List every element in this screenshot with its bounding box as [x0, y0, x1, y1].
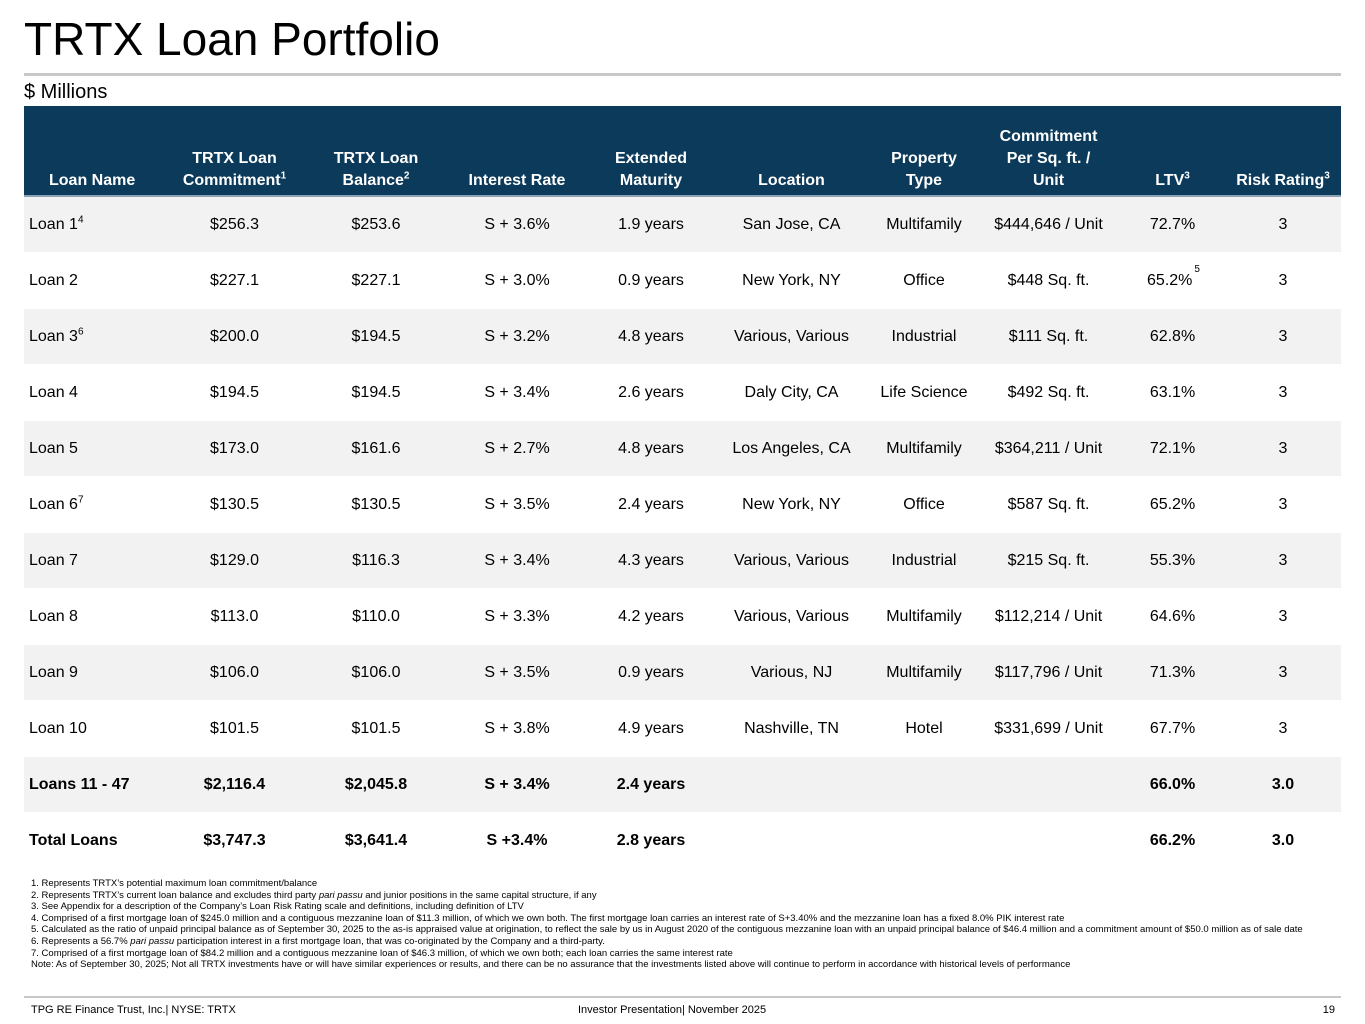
cell-maturity: 4.8 years	[590, 309, 712, 365]
cell-location: Los Angeles, CA	[712, 421, 871, 477]
title-divider	[24, 73, 1341, 76]
loan-portfolio-table	[24, 106, 1341, 869]
cell-risk-rating: 3	[1225, 589, 1341, 645]
cell-property-type: Multifamily	[871, 421, 977, 477]
footnotes	[31, 878, 1331, 971]
cell-location: Various, Various	[712, 309, 871, 365]
table-header-row	[24, 106, 1341, 196]
cell-interest-rate: S + 3.5%	[444, 477, 590, 533]
cell-ltv: 64.6%	[1120, 589, 1225, 645]
cell-risk-rating: 3	[1225, 196, 1341, 253]
cell-loan-name: Loan 8	[24, 589, 161, 645]
cell-commitment: $200.0	[161, 309, 308, 365]
cell-location: New York, NY	[712, 477, 871, 533]
units-label: $ Millions	[24, 81, 108, 103]
cell-per-sqft-unit	[977, 813, 1120, 869]
header-risk-rating: Risk Rating$^3$	[1225, 106, 1341, 196]
cell-risk-rating: 3	[1225, 253, 1341, 309]
cell-risk-rating: 3.0	[1225, 813, 1341, 869]
cell-per-sqft-unit: $448 Sq. ft.	[977, 253, 1120, 309]
cell-balance: $110.0	[308, 589, 444, 645]
cell-maturity: 2.4 years	[590, 477, 712, 533]
cell-property-type: Multifamily	[871, 589, 977, 645]
cell-ltv: 72.1%	[1120, 421, 1225, 477]
cell-loan-name: Loan $6^7$	[24, 477, 161, 533]
cell-per-sqft-unit: $364,211 / Unit	[977, 421, 1120, 477]
table-row	[24, 421, 1341, 477]
cell-ltv: 71.3%	[1120, 645, 1225, 701]
cell-ltv: 63.1%	[1120, 365, 1225, 421]
cell-balance: $253.6	[308, 196, 444, 253]
header-property-type: Property Type	[871, 106, 977, 196]
cell-maturity: 2.6 years	[590, 365, 712, 421]
cell-location: Various, NJ	[712, 645, 871, 701]
table-row	[24, 645, 1341, 701]
cell-risk-rating: 3	[1225, 365, 1341, 421]
cell-maturity: 0.9 years	[590, 645, 712, 701]
table-row	[24, 196, 1341, 253]
footnote-4: 4. Comprised of a first mortgage loan of $245.0 million and a contiguous mezzanine loan of $11.3 million, of which we own both. The first mortgage loan carries an interest rate of S+3.40% and the mezzanine loan has a fixed 8.0% PIK interest rate	[31, 912, 1065, 924]
header-ltv: LTV$^3$	[1120, 106, 1225, 196]
cell-balance: $3,641.4	[308, 813, 444, 869]
cell-location: San Jose, CA	[712, 196, 871, 253]
cell-risk-rating: 3	[1225, 421, 1341, 477]
cell-interest-rate: S +3.4%	[444, 813, 590, 869]
cell-balance: $161.6	[308, 421, 444, 477]
cell-interest-rate: S + 2.7%	[444, 421, 590, 477]
cell-commitment: $3,747.3	[161, 813, 308, 869]
cell-loan-name: Loan 10	[24, 701, 161, 757]
table-row	[24, 701, 1341, 757]
cell-maturity: 4.9 years	[590, 701, 712, 757]
header-location: Location	[712, 106, 871, 196]
cell-loan-name: Loan 2	[24, 253, 161, 309]
cell-interest-rate: S + 3.4%	[444, 757, 590, 813]
cell-risk-rating: 3	[1225, 309, 1341, 365]
cell-property-type: Industrial	[871, 533, 977, 589]
cell-commitment: $2,116.4	[161, 757, 308, 813]
cell-balance: $227.1	[308, 253, 444, 309]
footer-presentation: Investor Presentation| November 2025	[578, 1004, 767, 1016]
cell-per-sqft-unit: $331,699 / Unit	[977, 701, 1120, 757]
cell-interest-rate: S + 3.6%	[444, 196, 590, 253]
header-per-sqft-unit: Commitment Per Sq. ft. / Unit	[977, 106, 1120, 196]
cell-commitment: $256.3	[161, 196, 308, 253]
cell-property-type: Office	[871, 253, 977, 309]
cell-balance: $194.5	[308, 309, 444, 365]
table-row	[24, 477, 1341, 533]
footnote-6: 6. Represents a 56.7% pari passu participation interest in a first mortgage loan, that was co-originated by the Company and a third-party.	[31, 935, 605, 947]
page-number: 19	[1322, 1004, 1335, 1016]
cell-per-sqft-unit: $587 Sq. ft.	[977, 477, 1120, 533]
table-body	[24, 196, 1341, 869]
cell-ltv: 67.7%	[1120, 701, 1225, 757]
table-row	[24, 757, 1341, 813]
cell-interest-rate: S + 3.8%	[444, 701, 590, 757]
footnote-1: 1. Represents TRTX’s potential maximum loan commitment/balance	[31, 878, 318, 889]
table-row	[24, 589, 1341, 645]
cell-commitment: $113.0	[161, 589, 308, 645]
cell-property-type: Multifamily	[871, 196, 977, 253]
cell-location: Various, Various	[712, 589, 871, 645]
cell-ltv: 66.2%	[1120, 813, 1225, 869]
cell-risk-rating: 3	[1225, 477, 1341, 533]
footnote-7: 7. Comprised of a first mortgage loan of $84.2 million and a contiguous mezzanine loan of $46.3 million, of which we own both; each loan carries the same interest rate	[31, 947, 733, 959]
footnote-note: Note: As of September 30, 2025; Not all TRTX investments have or will have similar experiences or results, and there can be no assurance that the investments listed above will continue to perform in accordance with historical levels of performance	[31, 959, 1071, 971]
cell-commitment: $101.5	[161, 701, 308, 757]
cell-risk-rating: 3.0	[1225, 757, 1341, 813]
cell-property-type: Multifamily	[871, 645, 977, 701]
cell-commitment: $106.0	[161, 645, 308, 701]
cell-risk-rating: 3	[1225, 701, 1341, 757]
cell-ltv: 65.2%	[1120, 477, 1225, 533]
cell-interest-rate: S + 3.0%	[444, 253, 590, 309]
footnote-3: 3. See Appendix for a description of the Company’s Loan Risk Rating scale and definitions, including definition of LTV	[31, 901, 524, 913]
footer-company: TPG RE Finance Trust, Inc.| NYSE: TRTX	[31, 1004, 236, 1016]
cell-maturity: 2.8 years	[590, 813, 712, 869]
cell-balance: $194.5	[308, 365, 444, 421]
cell-per-sqft-unit: $492 Sq. ft.	[977, 365, 1120, 421]
cell-balance: $130.5	[308, 477, 444, 533]
cell-risk-rating: 3	[1225, 533, 1341, 589]
cell-commitment: $129.0	[161, 533, 308, 589]
cell-maturity: 0.9 years	[590, 253, 712, 309]
cell-loan-name: Total Loans	[24, 813, 161, 869]
header-commitment: TRTX Loan Commitment$^1$	[161, 106, 308, 196]
page-title: TRTX Loan Portfolio	[24, 13, 440, 65]
cell-ltv: 72.7%	[1120, 196, 1225, 253]
cell-loan-name: Loan 5	[24, 421, 161, 477]
cell-interest-rate: S + 3.2%	[444, 309, 590, 365]
footnote-5: 5. Calculated as the ratio of unpaid principal balance as of September 30, 2025 to the as-is appraised value at origination, to reflect the sale by us in August 2020 of the contiguous mezzanine loan with an unpaid principal balance of $46.4 million and a commitment amount of $50.0 million as of sale date	[31, 924, 1303, 936]
cell-maturity: 4.2 years	[590, 589, 712, 645]
cell-property-type	[871, 813, 977, 869]
cell-interest-rate: S + 3.3%	[444, 589, 590, 645]
cell-location: Daly City, CA	[712, 365, 871, 421]
cell-commitment: $173.0	[161, 421, 308, 477]
cell-loan-name: Loan $3^6$	[24, 309, 161, 365]
cell-interest-rate: S + 3.4%	[444, 365, 590, 421]
cell-ltv: 65.2%$^5$	[1120, 253, 1225, 309]
cell-maturity: 4.8 years	[590, 421, 712, 477]
cell-per-sqft-unit: $111 Sq. ft.	[977, 309, 1120, 365]
cell-per-sqft-unit: $444,646 / Unit	[977, 196, 1120, 253]
table-row	[24, 533, 1341, 589]
cell-per-sqft-unit	[977, 757, 1120, 813]
cell-loan-name: Loan 9	[24, 645, 161, 701]
cell-location: New York, NY	[712, 253, 871, 309]
cell-location: Various, Various	[712, 533, 871, 589]
cell-maturity: 2.4 years	[590, 757, 712, 813]
header-maturity: Extended Maturity	[590, 106, 712, 196]
cell-location: Nashville, TN	[712, 701, 871, 757]
header-loan-name: Loan Name	[24, 106, 161, 196]
footer-divider	[24, 996, 1341, 998]
cell-commitment: $227.1	[161, 253, 308, 309]
cell-interest-rate: S + 3.4%	[444, 533, 590, 589]
footnote-2: 2. Represents TRTX’s current loan balance and excludes third party pari passu and junior positions in the same capital structure, if any	[31, 889, 597, 901]
table-row	[24, 253, 1341, 309]
cell-maturity: 4.3 years	[590, 533, 712, 589]
cell-loan-name: Loans 11 - 47	[24, 757, 161, 813]
cell-ltv: 66.0%	[1120, 757, 1225, 813]
cell-property-type: Hotel	[871, 701, 977, 757]
cell-per-sqft-unit: $112,214 / Unit	[977, 589, 1120, 645]
cell-loan-name: Loan 7	[24, 533, 161, 589]
cell-commitment: $130.5	[161, 477, 308, 533]
table-row	[24, 365, 1341, 421]
table-row	[24, 813, 1341, 869]
cell-property-type	[871, 757, 977, 813]
cell-balance: $2,045.8	[308, 757, 444, 813]
cell-balance: $101.5	[308, 701, 444, 757]
cell-interest-rate: S + 3.5%	[444, 645, 590, 701]
cell-per-sqft-unit: $215 Sq. ft.	[977, 533, 1120, 589]
cell-ltv: 62.8%	[1120, 309, 1225, 365]
cell-location	[712, 757, 871, 813]
cell-property-type: Office	[871, 477, 977, 533]
cell-per-sqft-unit: $117,796 / Unit	[977, 645, 1120, 701]
cell-loan-name: Loan $1^4$	[24, 196, 161, 253]
cell-property-type: Industrial	[871, 309, 977, 365]
cell-location	[712, 813, 871, 869]
cell-ltv: 55.3%	[1120, 533, 1225, 589]
table-row	[24, 309, 1341, 365]
cell-balance: $106.0	[308, 645, 444, 701]
cell-maturity: 1.9 years	[590, 196, 712, 253]
header-balance: TRTX Loan Balance$^2$	[308, 106, 444, 196]
header-interest-rate: Interest Rate	[444, 106, 590, 196]
cell-balance: $116.3	[308, 533, 444, 589]
cell-loan-name: Loan 4	[24, 365, 161, 421]
cell-risk-rating: 3	[1225, 645, 1341, 701]
cell-commitment: $194.5	[161, 365, 308, 421]
cell-property-type: Life Science	[871, 365, 977, 421]
